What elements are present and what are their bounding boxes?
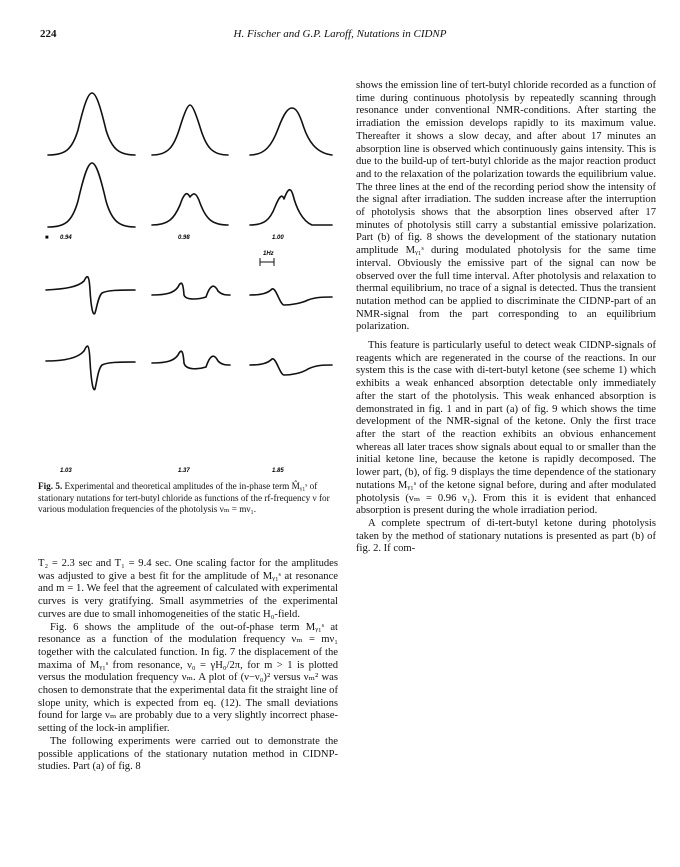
curve-mid-3 — [250, 190, 332, 225]
scale-label: 1Hz — [263, 251, 274, 257]
caption-lead: Fig. 5. — [38, 481, 63, 491]
paragraph: A complete spectrum of di-tert-butyl ketone during photolysis taken by the method of stationary nutations is presented as part (b) of fig. 2. If com- — [356, 517, 656, 555]
right-column — [356, 80, 656, 556]
page-number: 224 — [40, 28, 57, 40]
curve-low-2 — [152, 283, 230, 299]
figure-5 — [40, 75, 340, 475]
curve-bottom-3 — [250, 359, 332, 375]
paragraph: T₂ = 2.3 sec and T₁ = 9.4 sec. One scaling factor for the amplitudes was adjusted to give a best fit for the amplitude of Mᵧ₁ˢ at resonance and m = 1. We feel that the agreement of calculated with experimental curves is very gratifying. Small asymmetries of the experimental curves are due to small inhomogeneities of the static H₀-field. — [38, 558, 338, 620]
scale-bar — [260, 258, 274, 266]
paragraph: Fig. 6 shows the amplitude of the out-of-phase term Mᵧ₁ˢ at resonance as a function of the modulation frequency νₘ = mν₁ together with the calculated function. In fig. 7 the displacement of the maxima of Mᵧ₁ˢ from resonance, ν₀ = γH₀/2π, for m > 1 is plotted versus the modulation frequency νₘ. A plot of (ν−ν₀)² versus νₘ² was chosen to demonstrate that the experimental data fit the straight line of slope unity, which is expected from eq. (12). The small deviations found for large νₘ are probably due to a very slightly incorrect phase-setting of the lock-in amplifier. — [38, 621, 338, 735]
curve-low-3 — [250, 289, 332, 305]
paragraph: shows the emission line of tert-butyl chloride recorded as a function of time during continuous photolysis by repeatedly scanning through resonance under conventional NMR-conditions. After starting the irradiation the emission develops rapidly to its maximum value. Thereafter it shows a slow decay, and after about 17 minutes an absorption line is observed which continuously gains intensity. This is due to the build-up of tert-butyl chloride as the major reaction product and to the relaxation of the polarization towards the equilibrium value. The three lines at the end of the recording period show the intensity of the signal after irradiation. The sudden increase after the interruption of photolysis shows that the absorption lines observed after 17 minutes of photolysis still carry a substantial emissive polarization. Part (b) of fig. 8 shows the development of the stationary nutation amplitude Mᵧ₁ˢ during modulated photolysis for the same time interval. Obviously the emissive part of the signal can now be observed over the full time interval. After photolysis and relaxation to thermal equilibrium, no trace of a signal is detected. Thus the transient nutation method can be applied to discriminate the CIDNP-part of an NMR-signal from the part corresponding to an equilibrium polarization. — [356, 80, 656, 333]
page-header — [40, 28, 640, 44]
curve-low-1 — [46, 277, 135, 314]
nutation-curves-plot — [40, 75, 340, 475]
paragraph: The following experiments were carried out to demonstrate the possible applications of the stationary nutation method in CIDNP-studies. Part (a) of fig. 8 — [38, 735, 338, 773]
curve-top-2 — [152, 105, 228, 155]
tick-label: 1.00 — [272, 235, 284, 241]
tick-label: 1.37 — [178, 468, 190, 474]
paragraph: This feature is particularly useful to detect weak CIDNP-signals of reagents which are regenerated in the course of the reactions. In our system this is the case with di-tert-butyl ketone (see scheme 1) which exhibits a weak enhanced absorption detectable only immediately after the start of the photolysis. This weak enhanced absorption is demonstrated in fig. 1 and in part (a) of fig. 9 which shows the time development of the NMR-signal of the ketone. Only the first trace after the start of the reaction exhibits an obvious enhancement whereas all later traces show signals about equal to or smaller than the initial ketone line, because the ketone is rapidly decomposed. The lower part, (b), of fig. 9 displays the time dependence of the stationary nutations Mᵧ₁ˢ of the ketone signal before, during and after modulated photolysis (νₘ = 0.96 ν₁). From this it is evident that enhanced absorption is present during the whole irradiation period. — [356, 340, 656, 517]
curve-top-3 — [250, 108, 332, 155]
tick-label: 1.85 — [272, 468, 284, 474]
running-head: H. Fischer and G.P. Laroff, Nutations in CIDNP — [233, 28, 447, 40]
curve-top-1 — [48, 93, 135, 155]
curve-bottom-1 — [46, 346, 135, 390]
figure-caption — [38, 481, 338, 516]
tick-label: 0.98 — [178, 235, 190, 241]
tick-label: 1.03 — [60, 468, 72, 474]
tick-label: 0.94 — [60, 235, 72, 241]
curve-bottom-2 — [152, 351, 230, 369]
curve-mid-1 — [48, 163, 135, 227]
curve-mid-2 — [152, 194, 228, 225]
left-column — [38, 558, 338, 774]
caption-text: Experimental and theoretical amplitudes of the in-phase term M̂ᵧ₁ˢ of stationary nutations for tert-butyl chloride as functions of the rf-frequency ν for various modulation frequencies of the photolysis νₘ = mν₁. — [38, 481, 330, 514]
tick-mark: ■ — [45, 235, 49, 241]
